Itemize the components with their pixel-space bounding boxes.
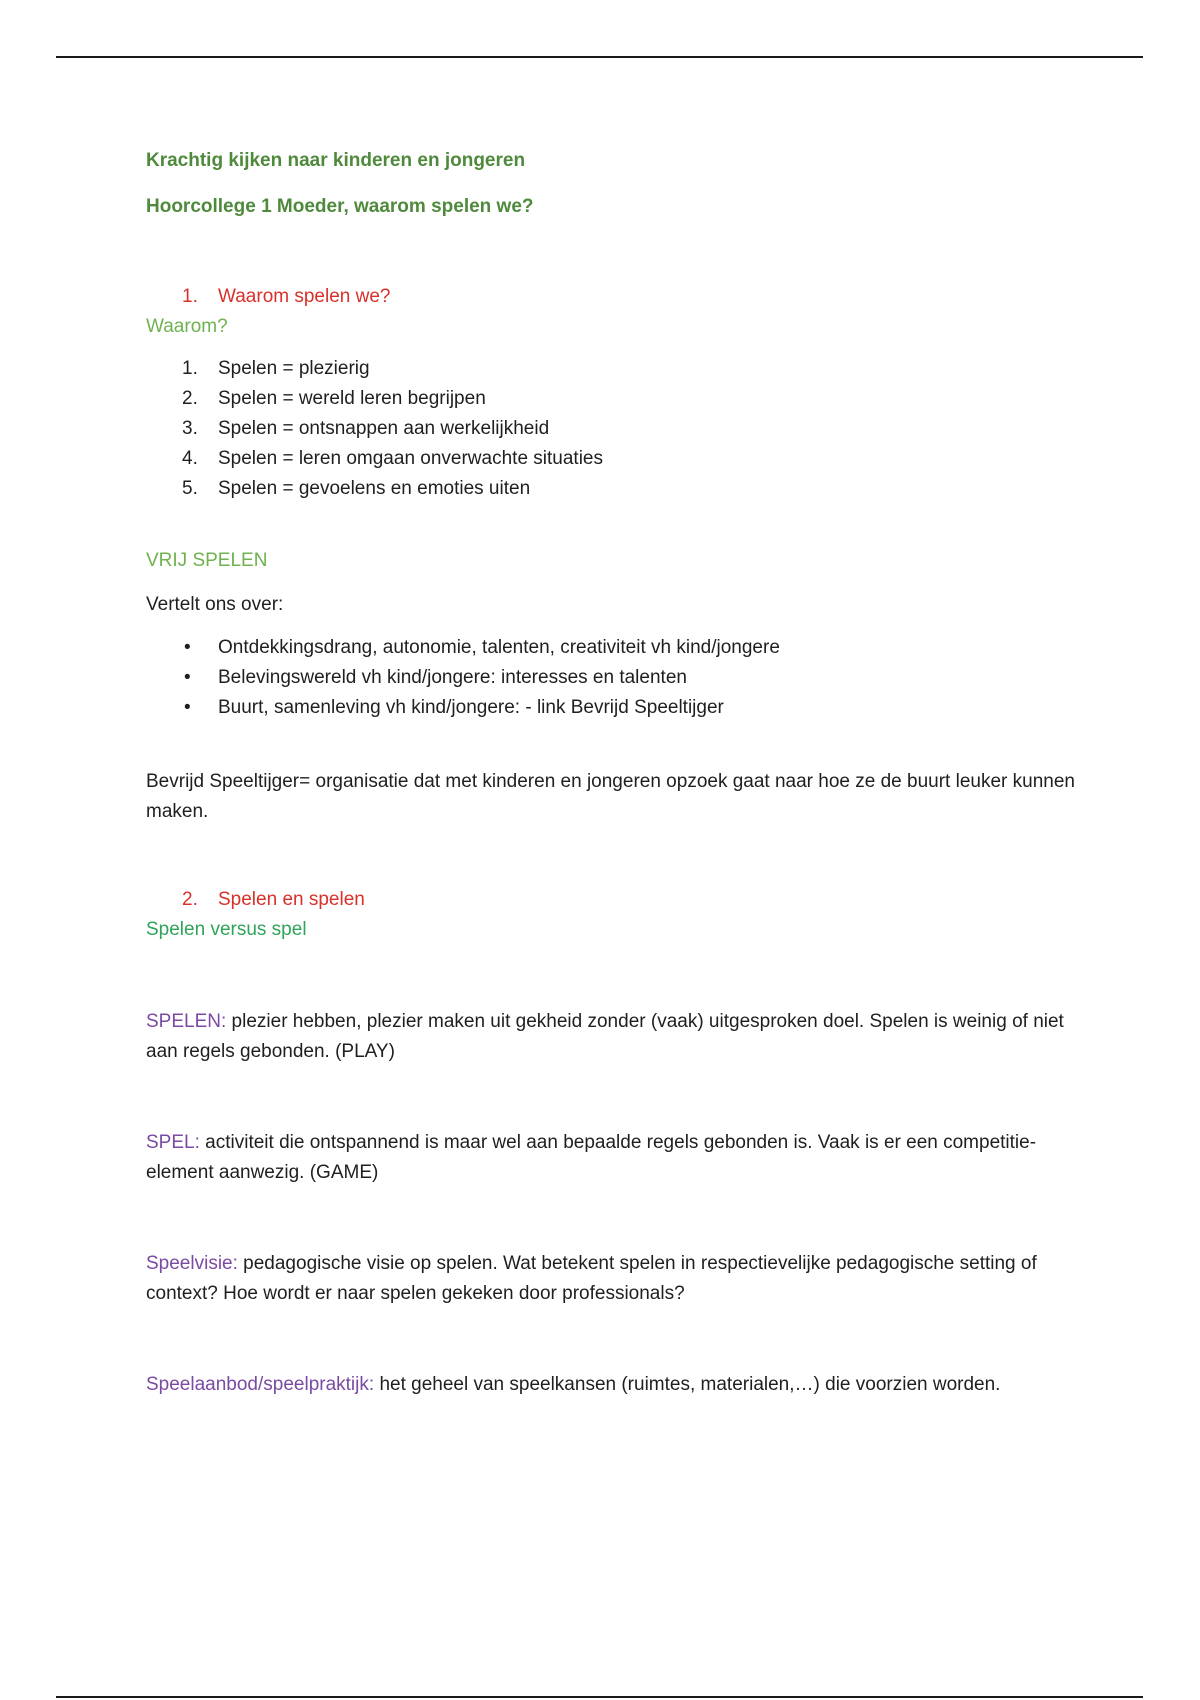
- list-item: [146, 474, 1086, 504]
- definition-text: activiteit die ontspannend is maar wel aan bepaalde regels gebonden is. Vaak is er een competitie-element aanwezig. (GAME): [146, 1132, 1037, 1183]
- bevrijd-speeltijger-note: Bevrijd Speeltijger= organisatie dat met kinderen en jongeren opzoek gaat naar hoe ze de buurt leuker kunnen maken.: [146, 771, 1075, 822]
- list-item-text: Spelen = ontsnappen aan werkelijkheid: [218, 418, 550, 439]
- list-item: [146, 414, 1086, 444]
- document-subtitle: Hoorcollege 1 Moeder, waarom spelen we?: [146, 196, 534, 217]
- bullet-icon: •: [184, 637, 191, 658]
- list-item: [146, 444, 1086, 474]
- list-item-text: Spelen = gevoelens en emoties uiten: [218, 478, 531, 499]
- list-item: [146, 354, 1086, 384]
- section-2-number: 2.: [182, 889, 198, 910]
- list-number: 5.: [182, 478, 198, 499]
- section-2-heading-text: Spelen en spelen: [218, 889, 365, 910]
- definition-text: plezier hebben, plezier maken uit gekheid zonder (vaak) uitgesproken doel. Spelen is weinig of niet aan regels gebonden. (PLAY): [146, 1011, 1064, 1062]
- section-1-heading: [146, 282, 1086, 312]
- definition-speelaanbod: [146, 1370, 1086, 1400]
- vrij-spelen-heading: VRIJ SPELEN: [146, 550, 268, 571]
- list-item-text: Belevingswereld vh kind/jongere: interesses en talenten: [218, 667, 687, 688]
- section-1-heading-text: Waarom spelen we?: [218, 286, 391, 307]
- list-number: 3.: [182, 418, 198, 439]
- definition-spel: [146, 1128, 1086, 1188]
- definition-text: pedagogische visie op spelen. Wat betekent spelen in respectievelijke pedagogische setting of context? Hoe wordt er naar spelen gekeken door professionals?: [146, 1253, 1037, 1304]
- section-2-heading: [146, 885, 1086, 915]
- section-1-subheading: Waarom?: [146, 316, 228, 337]
- list-number: 4.: [182, 448, 198, 469]
- list-item-text: Spelen = wereld leren begrijpen: [218, 388, 486, 409]
- list-item-text: Buurt, samenleving vh kind/jongere: - link Bevrijd Speeltijger: [218, 697, 724, 718]
- vrij-spelen-intro: Vertelt ons over:: [146, 594, 284, 615]
- definition-text: het geheel van speelkansen (ruimtes, materialen,…) die voorzien worden.: [374, 1374, 1001, 1395]
- definition-term: Speelaanbod/speelpraktijk:: [146, 1374, 375, 1395]
- list-item: [146, 693, 1086, 723]
- definition-speelvisie: [146, 1249, 1086, 1309]
- document-page: [146, 140, 1086, 1400]
- list-item: [146, 633, 1086, 663]
- header-rule: [56, 56, 1143, 58]
- definition-spelen: [146, 1007, 1086, 1067]
- list-item: [146, 663, 1086, 693]
- section-2-subheading: Spelen versus spel: [146, 919, 307, 940]
- list-number: 2.: [182, 388, 198, 409]
- document-title: Krachtig kijken naar kinderen en jongeren: [146, 150, 526, 171]
- list-item: [146, 384, 1086, 414]
- footer-rule: [56, 1696, 1143, 1698]
- list-number: 1.: [182, 358, 198, 379]
- bullet-icon: •: [184, 667, 191, 688]
- definition-term: SPEL:: [146, 1132, 200, 1153]
- reasons-list: [146, 354, 1086, 504]
- list-item-text: Ontdekkingsdrang, autonomie, talenten, creativiteit vh kind/jongere: [218, 637, 780, 658]
- bullet-icon: •: [184, 697, 191, 718]
- section-1-number: 1.: [182, 286, 198, 307]
- list-item-text: Spelen = leren omgaan onverwachte situaties: [218, 448, 603, 469]
- definition-term: Speelvisie:: [146, 1253, 238, 1274]
- list-item-text: Spelen = plezierig: [218, 358, 370, 379]
- vrij-spelen-bullets: [146, 633, 1086, 723]
- definition-term: SPELEN:: [146, 1011, 227, 1032]
